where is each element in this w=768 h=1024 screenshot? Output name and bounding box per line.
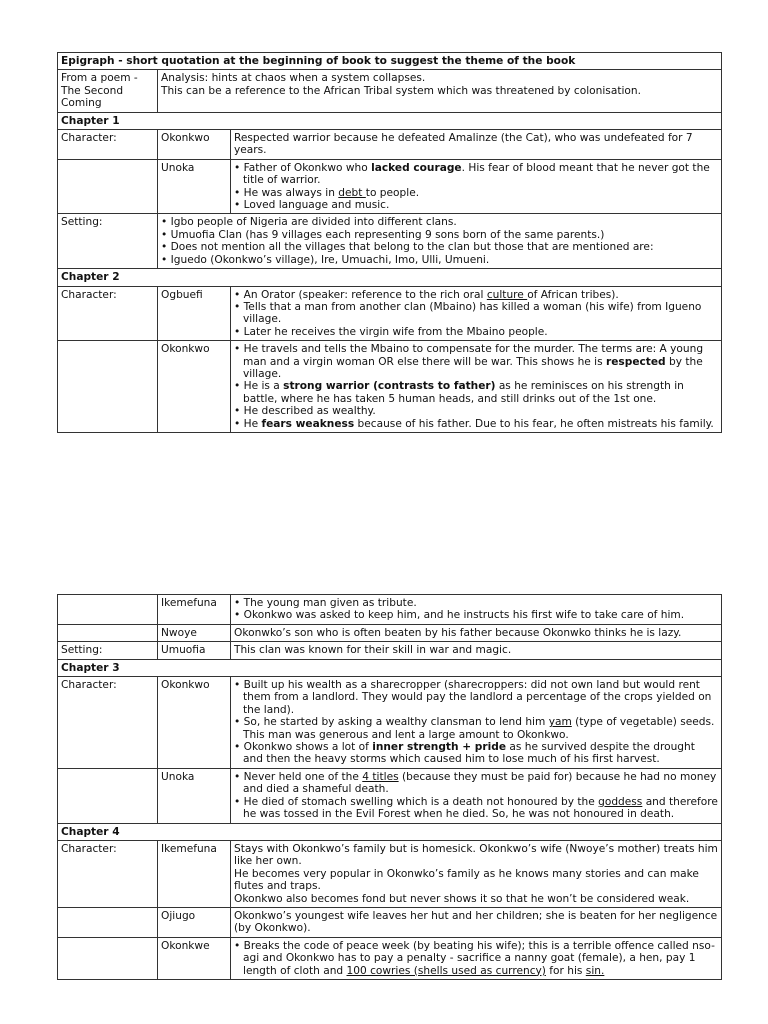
chapter-heading-row: [58, 269, 722, 286]
character-description: [231, 159, 722, 214]
empty-cell: [58, 159, 158, 214]
setting-label: Setting:: [58, 642, 158, 659]
list-item: • Okonkwo shows a lot of inner strength + pride as he survived despite the drought and then the heavy storms which caused him to lose much of his first harvest.: [234, 741, 718, 766]
list-item: • The young man given as tribute.: [234, 597, 718, 609]
character-name: Unoka: [158, 768, 231, 823]
bullet-list: [234, 597, 718, 622]
epigraph-header-row: [58, 53, 722, 70]
chapter-heading-row: [58, 659, 722, 676]
list-item: • An Orator (speaker: reference to the rich oral culture of African tribes).: [234, 289, 718, 301]
character-name: Okonkwo: [158, 341, 231, 433]
list-item: • Never held one of the 4 titles (because they must be paid for) because he had no money and died a shameful death.: [234, 771, 718, 796]
character-description: Okonkwo’s youngest wife leaves her hut and her children; she is beaten for her negligence (by Okonkwo).: [231, 907, 722, 937]
list-item: • He was always in debt to people.: [234, 187, 718, 199]
character-label: Character:: [58, 130, 158, 160]
table-row: [58, 937, 722, 979]
list-item: • He fears weakness because of his father. Due to his fear, he often mistreats his family.: [234, 418, 718, 430]
setting-name: Umuofia: [158, 642, 231, 659]
empty-cell: [58, 937, 158, 979]
character-name: Nwoye: [158, 624, 231, 641]
character-description: [231, 768, 722, 823]
bullet-list: [234, 679, 718, 766]
epigraph-header: Epigraph - short quotation at the beginning of book to suggest the theme of the book: [58, 53, 722, 70]
character-name: Okonkwo: [158, 130, 231, 160]
table-row: [58, 768, 722, 823]
setting-description: This clan was known for their skill in war and magic.: [231, 642, 722, 659]
table-row: [58, 130, 722, 160]
character-label: Character:: [58, 840, 158, 907]
character-description: [231, 840, 722, 907]
character-description: [231, 677, 722, 769]
chapter-heading-row: [58, 112, 722, 129]
character-description: [231, 937, 722, 979]
empty-cell: [58, 595, 158, 625]
notes-table-page-1: [57, 52, 722, 433]
empty-cell: [58, 624, 158, 641]
empty-cell: [58, 341, 158, 433]
character-description: [231, 595, 722, 625]
list-item: • Umuofia Clan (has 9 villages each representing 9 sons born of the same parents.): [161, 229, 718, 241]
bullet-list: [234, 343, 718, 430]
list-item: • So, he started by asking a wealthy clansman to lend him yam (type of vegetable) seeds. This man was generous and lent a large amount to Okonkwo.: [234, 716, 718, 741]
list-item: • Igbo people of Nigeria are divided into different clans.: [161, 216, 718, 228]
list-item: • He travels and tells the Mbaino to compensate for the murder. The terms are: A young man and a virgin woman OR else there will be war. This shows he is respected by the village.: [234, 343, 718, 380]
character-name: Ogbuefi: [158, 286, 231, 341]
chapter-1-heading: Chapter 1: [58, 112, 722, 129]
list-item: • He died of stomach swelling which is a death not honoured by the goddess and therefore he was tossed in the Evil Forest when he died. So, he was not honoured in death.: [234, 796, 718, 821]
paragraph: Okonkwo also becomes fond but never shows it so that he won’t be considered weak.: [234, 892, 690, 905]
setting-description: [158, 214, 722, 269]
character-name: Ikemefuna: [158, 595, 231, 625]
table-row: [58, 341, 722, 433]
bullet-list: [234, 289, 718, 339]
table-row: [58, 286, 722, 341]
epigraph-source: From a poem - The Second Coming: [58, 70, 158, 112]
list-item: • He is a strong warrior (contrasts to father) as he reminisces on his strength in battle, where he has taken 5 human heads, and still drinks out of the 1st one.: [234, 380, 718, 405]
character-description: Okonwko’s son who is often beaten by his father because Okonwko thinks he is lazy.: [231, 624, 722, 641]
list-item: • Later he receives the virgin wife from the Mbaino people.: [234, 326, 718, 338]
chapter-4-heading: Chapter 4: [58, 823, 722, 840]
character-name: Unoka: [158, 159, 231, 214]
bullet-list: [234, 162, 718, 212]
paragraph: He becomes very popular in Okonwko’s family as he knows many stories and can make flutes and traps.: [234, 867, 699, 893]
character-description: Respected warrior because he defeated Amalinze (the Cat), who was undefeated for 7 years.: [231, 130, 722, 160]
epigraph-analysis-line: This can be a reference to the African Tribal system which was threatened by colonisation.: [161, 84, 641, 97]
table-row: [58, 624, 722, 641]
character-description: [231, 286, 722, 341]
epigraph-row: [58, 70, 722, 112]
epigraph-analysis-line: Analysis: hints at chaos when a system collapses.: [161, 72, 426, 85]
list-item: • Okonkwo was asked to keep him, and he instructs his first wife to take care of him.: [234, 609, 718, 621]
empty-cell: [58, 768, 158, 823]
bullet-list: [234, 940, 718, 977]
setting-label: Setting:: [58, 214, 158, 269]
table-row: [58, 840, 722, 907]
character-name: Okonkwe: [158, 937, 231, 979]
table-row: [58, 595, 722, 625]
table-row: [58, 907, 722, 937]
notes-table-page-2: [57, 594, 722, 980]
list-item: • Iguedo (Okonkwo’s village), Ire, Umuachi, Imo, Ulli, Umueni.: [161, 254, 718, 266]
table-row: [58, 677, 722, 769]
list-item: • He described as wealthy.: [234, 405, 718, 417]
character-label: Character:: [58, 677, 158, 769]
list-item: • Loved language and music.: [234, 199, 718, 211]
list-item: • Does not mention all the villages that belong to the clan but those that are mentioned are:: [161, 241, 718, 253]
character-name: Ojiugo: [158, 907, 231, 937]
list-item: • Breaks the code of peace week (by beating his wife); this is a terrible offence called nso-agi and Okonkwo has to pay a penalty - sacrifice a nanny goat (female), a hen, pay 1 length of cloth and 100 cowries (shells used as currency) for his sin.: [234, 940, 718, 977]
epigraph-analysis: [158, 70, 722, 112]
table-row: [58, 214, 722, 269]
chapter-2-heading: Chapter 2: [58, 269, 722, 286]
character-description: [231, 341, 722, 433]
chapter-heading-row: [58, 823, 722, 840]
paragraph: Stays with Okonkwo’s family but is homesick. Okonkwo’s wife (Nwoye’s mother) treats him like her own.: [234, 842, 718, 868]
chapter-3-heading: Chapter 3: [58, 659, 722, 676]
list-item: • Father of Okonkwo who lacked courage. His fear of blood meant that he never got the title of warrior.: [234, 162, 718, 187]
bullet-list: [161, 216, 718, 266]
list-item: • Tells that a man from another clan (Mbaino) has killed a woman (his wife) from Igueno village.: [234, 301, 718, 326]
table-row: [58, 159, 722, 214]
character-label: Character:: [58, 286, 158, 341]
character-name: Ikemefuna: [158, 840, 231, 907]
list-item: • Built up his wealth as a sharecropper (sharecroppers: did not own land but would rent them from a landlord. They would pay the landlord a percentage of the crops yielded on the land).: [234, 679, 718, 716]
table-row: [58, 642, 722, 659]
bullet-list: [234, 771, 718, 821]
empty-cell: [58, 907, 158, 937]
character-name: Okonkwo: [158, 677, 231, 769]
